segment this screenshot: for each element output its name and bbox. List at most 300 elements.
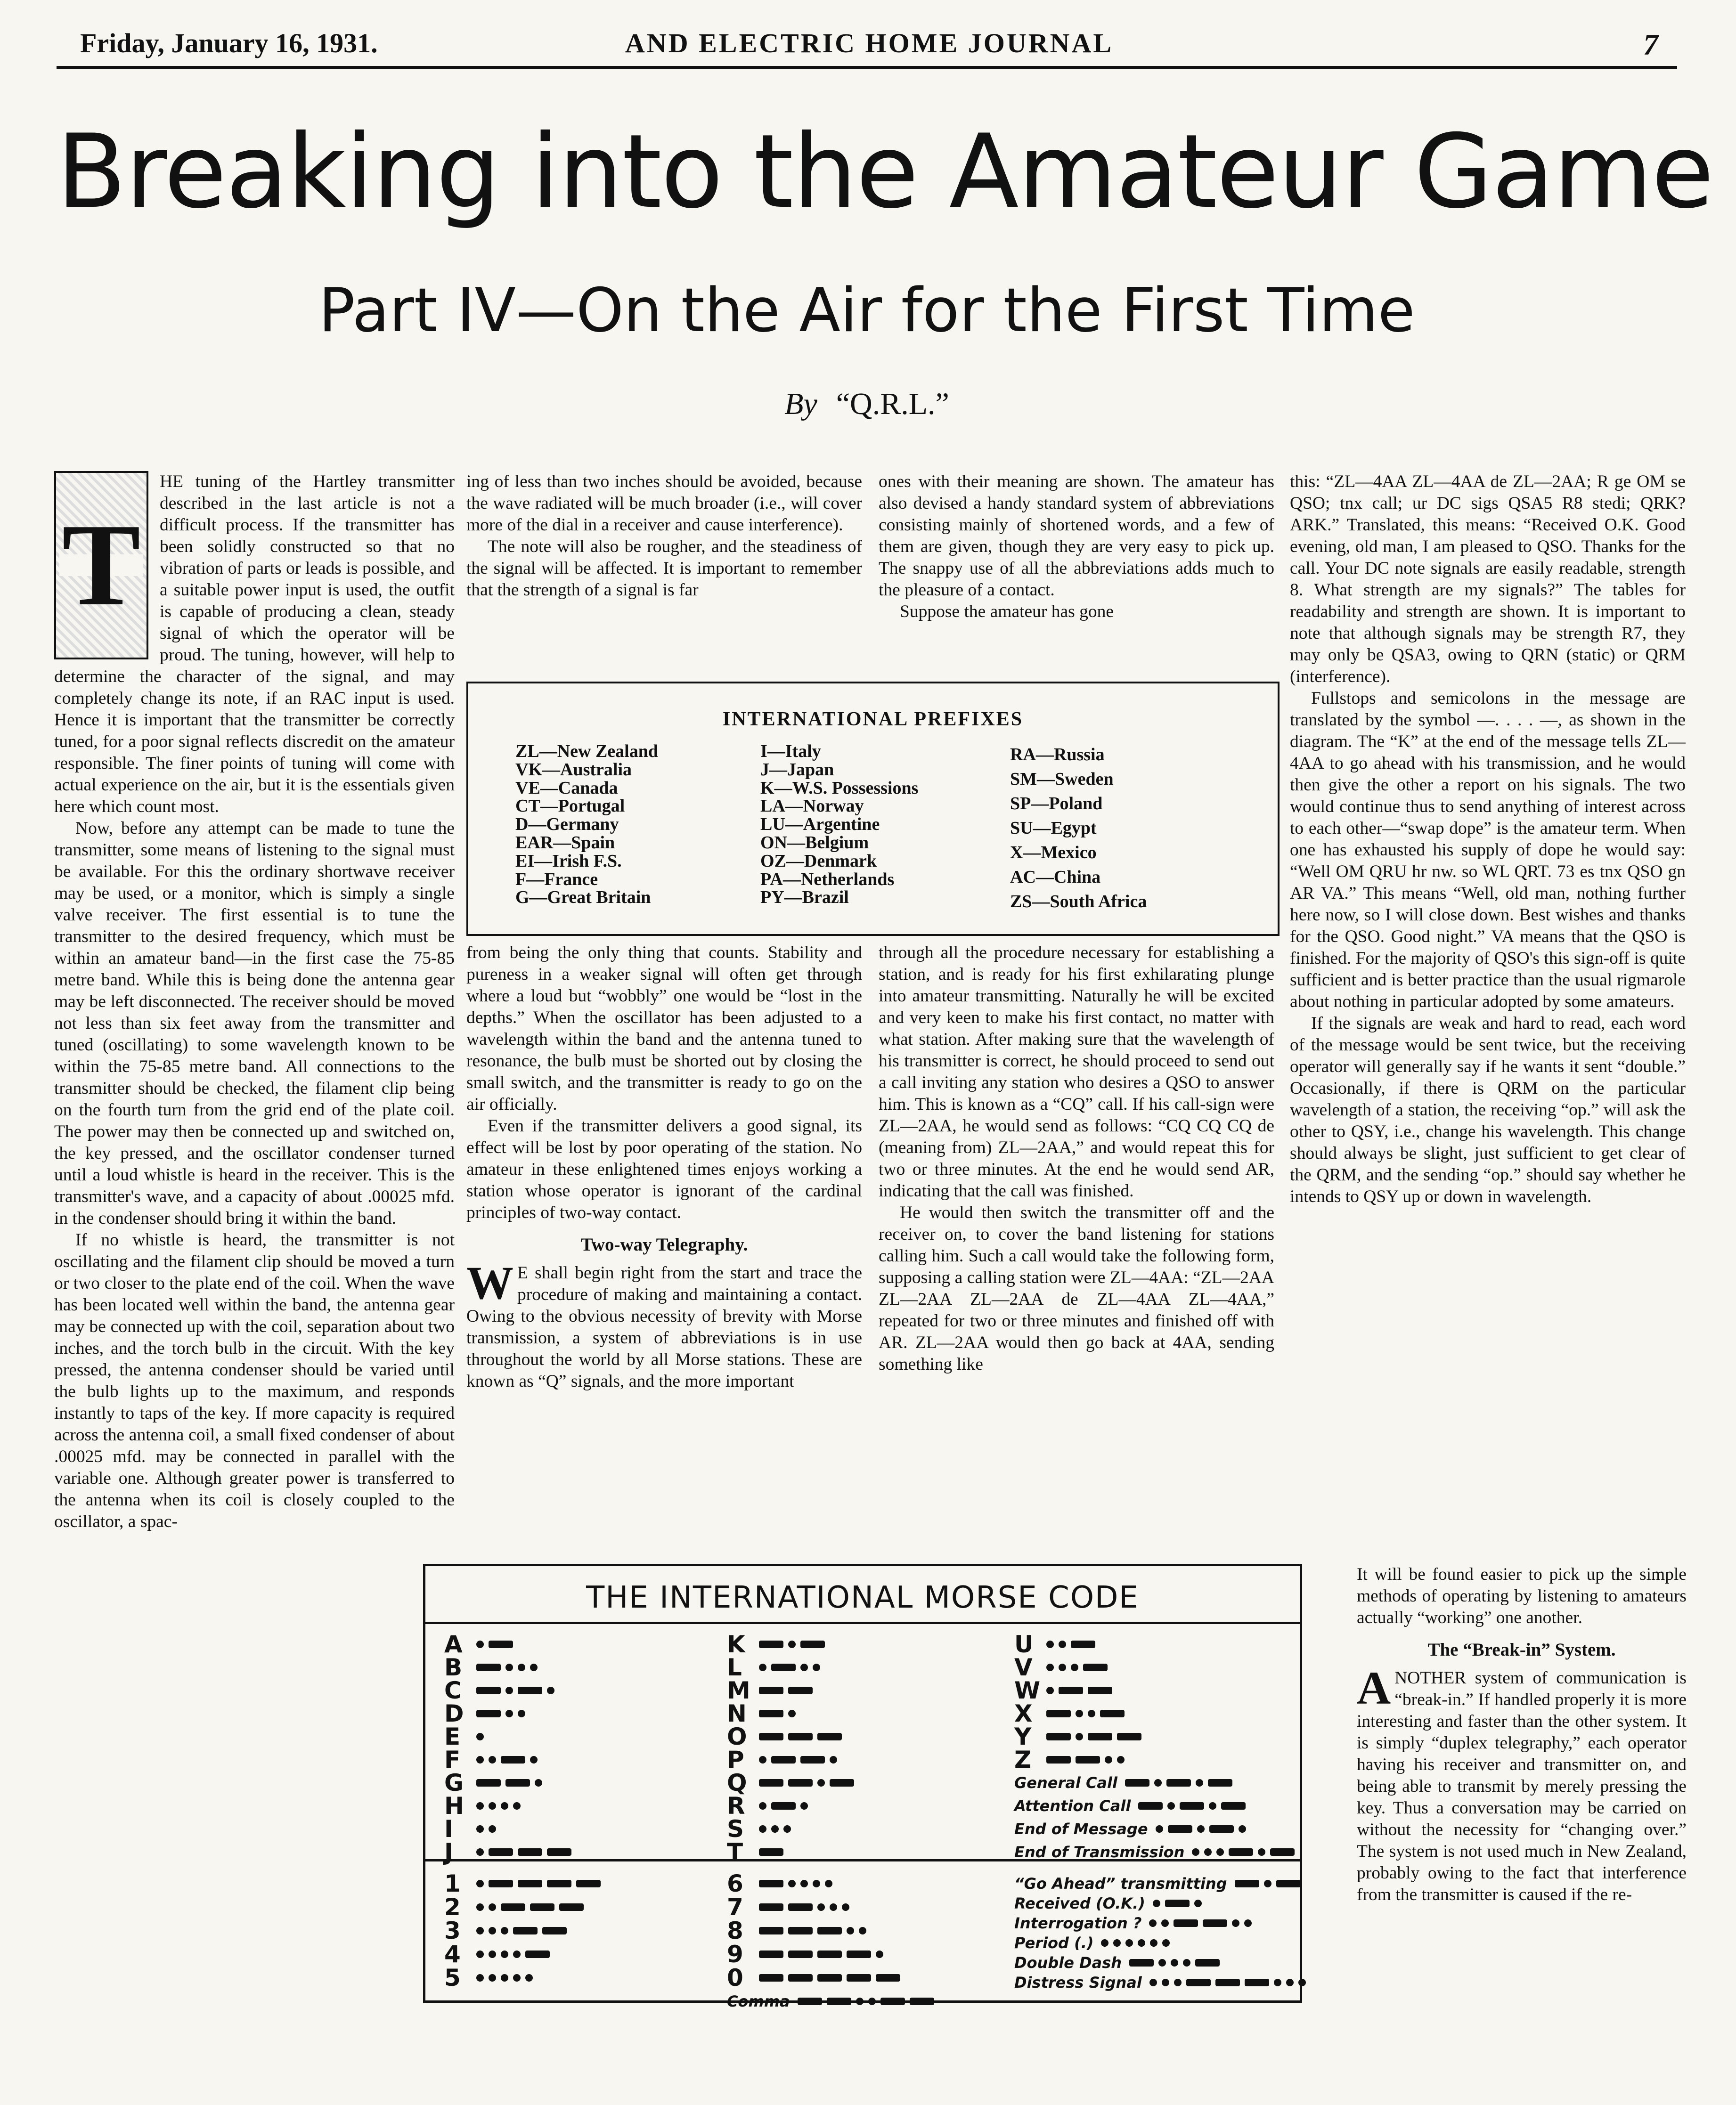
morse-dash	[880, 1998, 905, 2005]
col4-para-1: this: “ZL—4AA ZL—4AA de ZL—2AA; R ge OM se QSO; tnx call; ur DC sigs QSA5 R8 stedi; QRK? ARK.” Translated, this means: “Received O.K. Good evening, old man, I am pleased to QSO. Thanks for the call. Your DC note signals are easily readable, strength 8. What strength are my signals?” The tables for readability and strength are shown. It is important to note that although signals may be strength R7, they may only be QSA3, owing to QRN (static) or QRM (interference).	[1290, 472, 1686, 686]
prefixes-title: INTERNATIONAL PREFIXES	[722, 708, 1024, 730]
morse-dot	[817, 1779, 825, 1787]
morse-dash	[1276, 1880, 1301, 1887]
morse-code-marks	[1101, 1939, 1170, 1947]
morse-dash	[476, 1664, 501, 1671]
morse-dot	[1156, 1825, 1163, 1833]
morse-row	[444, 1655, 538, 1680]
morse-code-marks	[1149, 1919, 1252, 1927]
prefix-entry: D—Germany	[515, 814, 619, 835]
morse-dot	[783, 1825, 791, 1833]
morse-dash	[771, 1802, 796, 1810]
morse-dot	[1209, 1802, 1216, 1810]
morse-dot	[1258, 1848, 1265, 1856]
morse-dash	[1088, 1733, 1112, 1740]
morse-dot	[1286, 1979, 1294, 1986]
morse-code-marks	[1138, 1802, 1246, 1810]
morse-dot	[513, 1802, 521, 1810]
col4-para-5: ANOTHER system of communication is “break-in.” If handled properly it is more interesting and faster than the other system. It is simply “duplex telegraphy,” each operator having his receiver and transmitter on, and being able to transmit by merely pressing the key. Thus a conversation may be carried on without the necessity for “changing over.” The system is not used much in New Zealand, probably owing to the fact that interference from the transmitter is caused if the re-	[1357, 1662, 1687, 1904]
morse-dot	[476, 1733, 484, 1740]
morse-code-marks	[476, 1779, 542, 1787]
morse-character: M	[727, 1677, 750, 1704]
morse-dot	[859, 1927, 866, 1934]
morse-character: Q	[727, 1769, 747, 1796]
morse-signal-label: Comma	[727, 1992, 790, 2010]
morse-row	[1014, 1794, 1246, 1818]
morse-dot	[518, 1664, 525, 1671]
morse-character: 7	[727, 1894, 743, 1921]
col3-para-1: ones with their meaning are shown. The amateur has also devised a handy standard system of abbreviations consisting mainly of shortened words, and a few of them are given, though they are very easy to pick up. The snappy use of all the abbreviations adds much to the pleasure of a contact.	[879, 472, 1274, 600]
prefix-entry: AC—China	[1010, 867, 1101, 887]
morse-row	[1014, 1701, 1125, 1726]
column-4-bottom	[1357, 1564, 1687, 2035]
morse-row	[1014, 1632, 1095, 1657]
morse-dot	[1059, 1641, 1066, 1648]
morse-dot	[530, 1756, 538, 1764]
morse-code-chart	[423, 1564, 1302, 2010]
morse-dot	[505, 1710, 513, 1717]
morse-dash	[759, 1927, 783, 1934]
morse-dot	[489, 1756, 496, 1764]
column-3-top	[879, 471, 1274, 674]
morse-character: Y	[1014, 1723, 1032, 1750]
prefix-entry: RA—Russia	[1010, 745, 1105, 764]
morse-dot	[1154, 1779, 1162, 1787]
prefix-entry: LU—Argentine	[760, 814, 880, 835]
morse-dash	[759, 1733, 783, 1740]
morse-code-marks	[1192, 1848, 1295, 1856]
morse-code-marks	[1046, 1733, 1141, 1740]
morse-row	[444, 1747, 538, 1772]
morse-character: G	[444, 1769, 464, 1796]
morse-dash	[847, 1951, 871, 1958]
morse-dash	[847, 1974, 871, 1982]
morse-dash	[501, 1756, 525, 1764]
morse-dot	[530, 1664, 538, 1671]
morse-dot	[1192, 1848, 1199, 1856]
morse-dash	[827, 1998, 851, 2005]
morse-row	[727, 1966, 900, 1990]
morse-dash	[1165, 1900, 1190, 1907]
morse-row	[444, 1895, 584, 1919]
morse-dot	[1046, 1664, 1054, 1671]
morse-code-marks	[759, 1641, 825, 1648]
international-prefixes-box	[466, 682, 1280, 936]
morse-dot	[800, 1880, 808, 1887]
morse-row	[1014, 1724, 1141, 1749]
morse-dash	[1166, 1779, 1191, 1787]
morse-code-marks	[476, 1951, 550, 1958]
morse-dot	[476, 1825, 484, 1833]
morse-row	[1014, 1817, 1246, 1841]
morse-dash	[788, 1927, 813, 1934]
morse-dot	[759, 1825, 766, 1833]
prefix-column-b	[760, 742, 918, 907]
morse-code-marks	[1046, 1710, 1125, 1717]
morse-row	[1014, 1970, 1306, 1995]
morse-dot	[1171, 1959, 1178, 1967]
morse-dash	[505, 1779, 530, 1787]
morse-row	[727, 1747, 837, 1772]
morse-dash	[759, 1848, 783, 1856]
morse-dot	[1232, 1919, 1239, 1927]
morse-row	[727, 1678, 813, 1703]
morse-code-marks	[1153, 1900, 1202, 1907]
morse-row	[1014, 1771, 1232, 1795]
morse-dot	[518, 1710, 525, 1717]
morse-dash	[1046, 1756, 1071, 1764]
morse-row	[444, 1724, 484, 1749]
morse-dash	[489, 1641, 513, 1648]
col3-para-4: He would then switch the transmitter off and the receiver on, to cover the band listening for stations calling him. Such a call would take the following form, supposing a calling station were ZL—4AA: “ZL—2AA ZL—2AA ZL—2AA de ZL—4AA ZL—4AA,” repeated for two or three minutes and finished off with AR. ZL—2AA would then go back at 4AA, sending something like	[879, 1203, 1274, 1374]
morse-row	[727, 1771, 854, 1795]
morse-dash	[1180, 1802, 1204, 1810]
morse-code-marks	[476, 1927, 567, 1934]
prefix-entry: I—Italy	[760, 741, 821, 761]
morse-code-marks	[476, 1880, 601, 1887]
morse-dash	[559, 1903, 584, 1911]
morse-dash	[501, 1903, 525, 1911]
prefix-entry: LA—Norway	[760, 796, 864, 816]
morse-character: J	[444, 1838, 453, 1866]
morse-code-marks	[1156, 1825, 1246, 1833]
morse-code-marks	[1149, 1979, 1306, 1986]
morse-code-marks	[476, 1641, 513, 1648]
morse-dash	[476, 1779, 501, 1787]
morse-code-marks	[476, 1664, 538, 1671]
morse-dash	[1100, 1710, 1125, 1717]
col2-para-5: W E shall begin right from the start and trace the procedure of making and maintaining a contact. Owing to the obvious necessity of brevity with Morse transmission, a system of abbreviations is in use throughout the world by all Morse stations. These are known as “Q” signals, and the more important	[466, 1257, 862, 1391]
morse-character: K	[727, 1631, 745, 1658]
prefix-entry: PA—Netherlands	[760, 869, 895, 889]
morse-row	[444, 1817, 496, 1841]
morse-dash	[830, 1779, 854, 1787]
morse-row	[727, 1701, 796, 1726]
morse-dot	[1161, 1919, 1169, 1927]
byline-author: “Q.R.L.”	[836, 387, 949, 421]
morse-signal-label: Interrogation ?	[1014, 1914, 1142, 1932]
morse-character: 2	[444, 1894, 461, 1921]
morse-character: T	[727, 1838, 743, 1866]
morse-code-marks	[759, 1664, 820, 1671]
prefix-entry: ZS—South Africa	[1010, 892, 1147, 911]
morse-character: 5	[444, 1964, 461, 1991]
morse-dash	[910, 1998, 934, 2005]
col2-para-3: from being the only thing that counts. Stability and pureness in a weaker signal will often get through where a loud but “wobbly” one would be “lost in the depths.” When the oscillator has been adjusted to a wavelength within the band and the antenna tuned to resonance, the bulb must be shorted out by closing the small switch, and the transmitter is ready to go on the air officially.	[466, 943, 862, 1114]
morse-character: D	[444, 1700, 464, 1727]
morse-dot	[476, 1974, 484, 1982]
prefix-entry: CT—Portugal	[515, 796, 625, 816]
morse-code-marks	[759, 1779, 854, 1787]
morse-dash	[1071, 1641, 1095, 1648]
morse-code-marks	[759, 1710, 796, 1717]
morse-code-marks	[759, 1903, 849, 1911]
morse-signal-label: “Go Ahead” transmitting	[1014, 1875, 1227, 1893]
morse-dash	[798, 1998, 822, 2005]
morse-dash	[788, 1687, 813, 1694]
column-1	[54, 471, 455, 2030]
column-3-bottom	[879, 942, 1274, 1559]
morse-dash	[771, 1664, 796, 1671]
morse-signal-label: Double Dash	[1014, 1954, 1122, 1972]
morse-code-marks	[1046, 1687, 1112, 1694]
morse-dot	[476, 1880, 484, 1887]
prefix-entry: X—Mexico	[1010, 843, 1097, 862]
col1-para-2: Now, before any attempt can be made to tune the transmitter, some means of listening to the signal must be available. For this the ordinary shortwave receiver may be used, or a monitor, which is simply a single valve receiver. The first essential is to tune the transmitter to the desired frequency, which must be within an amateur band—in the first case the 75-85 metre band. While this is being done the antenna gear may be left disconnected. The receiver should be moved not less than six feet away from the transmitter and tuned (oscillating) to some wavelength known to be within the 75-85 metre band. All connections to the transmitter should be checked, the filament clip being on the fourth turn from the grid end of the plate coil. The power may then be connected up and switched on, the key pressed, and the oscillator condenser turned until a loud whistle is heard in the receiver. This is the transmitter's wave, and a capacity of about .00025 mfd. in the condenser should bring it within the band.	[54, 819, 455, 1228]
morse-dot	[1076, 1710, 1083, 1717]
morse-row	[444, 1871, 601, 1896]
page-header	[80, 27, 1658, 60]
morse-row	[727, 1724, 842, 1749]
morse-dot	[759, 1756, 766, 1764]
morse-row	[1014, 1840, 1295, 1864]
morse-dot	[1149, 1919, 1157, 1927]
morse-character: W	[1014, 1677, 1041, 1704]
morse-dot	[1125, 1939, 1133, 1947]
morse-dot	[501, 1927, 508, 1934]
morse-dash	[817, 1927, 842, 1934]
prefix-entry: F—France	[515, 869, 598, 889]
morse-dash	[1138, 1802, 1163, 1810]
morse-character: F	[444, 1746, 461, 1773]
morse-character: I	[444, 1815, 453, 1843]
morse-character: N	[727, 1700, 747, 1727]
morse-character: 4	[444, 1941, 461, 1968]
col1-para-3: If no whistle is heard, the transmitter is not oscillating and the filament clip should be moved a turn or two closer to the plate end of the coil. When the wave has been located well within the band, the antenna gear may be connected up with the coil, separation about two inches, and the torch bulb in the circuit. With the key pressed, the antenna condenser should be varied until the bulb lights up to the maximum, and responds instantly to taps of the key. If more capacity is required across the antenna coil, a small fixed condenser of about .00025 mfd. may be connected in parallel with the variable one. Although greater power is transferred to the antenna when its coil is closely coupled to the oscillator, a spac-	[54, 1230, 455, 1531]
morse-dot	[1298, 1979, 1306, 1986]
prefix-entry: ON—Belgium	[760, 832, 869, 853]
morse-dot	[759, 1802, 766, 1810]
morse-character: 0	[727, 1964, 743, 1991]
morse-code-marks	[476, 1825, 496, 1833]
morse-code-marks	[1235, 1880, 1301, 1887]
morse-dash	[1129, 1959, 1154, 1967]
morse-dash	[518, 1687, 542, 1694]
morse-dot	[788, 1880, 796, 1887]
morse-dot	[476, 1756, 484, 1764]
morse-code-marks	[1046, 1756, 1125, 1764]
col1-para-1: HE tuning of the Hartley transmitter described in the last article is not a difficult process. If the transmitter has been solidly constructed so that no vibration of parts or leads is possible, and a suitable power input is used, the outfit is capable of producing a clean, steady signal of which the operator will be proud. The tuning, however, will help to determine the character of the signal, and may completely change its note, if an RAC input is used. Hence it is important that the transmitter be correctly tuned, for a poor signal reflects discredit on the amateur responsible. The finer points of tuning will come with actual experience on the air, but it is the essentials given here which count most.	[54, 472, 455, 816]
morse-dot	[813, 1880, 820, 1887]
byline	[57, 386, 1677, 422]
morse-dot	[525, 1974, 533, 1982]
prefix-column-c	[1010, 742, 1147, 914]
column-4-top	[1290, 471, 1686, 1554]
morse-dot	[800, 1802, 808, 1810]
morse-dot	[476, 1848, 484, 1856]
morse-dot	[1167, 1802, 1175, 1810]
morse-signal-label: General Call	[1014, 1774, 1117, 1792]
morse-code-marks	[476, 1974, 533, 1982]
morse-character: U	[1014, 1631, 1034, 1658]
morse-character: C	[444, 1677, 462, 1704]
morse-dash	[476, 1710, 501, 1717]
morse-character: R	[727, 1792, 745, 1820]
morse-dot	[1239, 1825, 1246, 1833]
morse-dot	[501, 1951, 508, 1958]
morse-dash	[525, 1951, 550, 1958]
morse-dash	[1245, 1979, 1269, 1986]
morse-dash	[513, 1927, 538, 1934]
morse-dash	[1209, 1825, 1234, 1833]
morse-dot	[825, 1880, 832, 1887]
morse-row	[727, 1632, 825, 1657]
morse-code-marks	[759, 1687, 813, 1694]
morse-row	[727, 1918, 866, 1943]
morse-dash	[1125, 1779, 1149, 1787]
morse-dash	[542, 1927, 567, 1934]
morse-dash	[759, 1687, 783, 1694]
morse-character: L	[727, 1654, 742, 1681]
morse-dash	[800, 1756, 825, 1764]
morse-dot	[788, 1641, 796, 1648]
morse-dot	[842, 1903, 849, 1911]
morse-code-marks	[798, 1998, 934, 2005]
morse-code-marks	[476, 1903, 584, 1911]
morse-dot	[817, 1903, 825, 1911]
morse-row	[727, 1794, 808, 1818]
header-date: Friday, January 16, 1931.	[80, 28, 378, 58]
column-2-bottom	[466, 942, 862, 1559]
morse-code-marks	[1046, 1641, 1095, 1648]
morse-dash	[788, 1903, 813, 1911]
morse-character: 8	[727, 1917, 743, 1944]
morse-character: A	[444, 1631, 463, 1658]
col2-para-1: ing of less than two inches should be avoided, because the wave radiated will be much broader (i.e., will cover more of the dial in a receiver and cause interference).	[466, 472, 862, 535]
morse-code-marks	[759, 1756, 837, 1764]
morse-dot	[476, 1927, 484, 1934]
morse-dash	[1168, 1825, 1192, 1833]
prefix-entry: K—W.S. Possessions	[760, 778, 919, 798]
morse-dash	[759, 1974, 783, 1982]
morse-dot	[489, 1802, 496, 1810]
prefix-entry: VE—Canada	[515, 778, 618, 798]
morse-character: 3	[444, 1917, 461, 1944]
morse-dot	[1149, 1979, 1157, 1986]
morse-dash	[1076, 1756, 1100, 1764]
morse-row	[444, 1678, 554, 1703]
morse-dot	[513, 1974, 521, 1982]
morse-dash	[530, 1903, 554, 1911]
morse-signal-label: Received (O.K.)	[1014, 1894, 1145, 1912]
morse-dot	[1162, 1979, 1169, 1986]
morse-signal-label: End of Transmission	[1014, 1843, 1185, 1861]
morse-dot	[1046, 1641, 1054, 1648]
prefix-entry: G—Great Britain	[515, 887, 651, 908]
morse-dash	[876, 1974, 900, 1982]
morse-dash	[547, 1848, 571, 1856]
morse-dot	[847, 1927, 854, 1934]
prefix-entry: SP—Poland	[1010, 794, 1103, 813]
morse-character: X	[1014, 1700, 1033, 1727]
morse-row	[444, 1771, 542, 1795]
morse-character: V	[1014, 1654, 1033, 1681]
morse-dash	[576, 1880, 601, 1887]
morse-signal-label: End of Message	[1014, 1820, 1148, 1838]
morse-dot	[1162, 1939, 1170, 1947]
morse-signal-label: Period (.)	[1014, 1934, 1094, 1952]
morse-character: 6	[727, 1870, 743, 1897]
morse-dash	[759, 1779, 783, 1787]
morse-dash	[1270, 1848, 1295, 1856]
morse-dot	[868, 1998, 876, 2005]
morse-dot	[547, 1687, 554, 1694]
morse-row	[727, 1942, 883, 1967]
morse-dot	[813, 1664, 820, 1671]
prefix-entry: PY—Brazil	[760, 887, 849, 908]
morse-code-marks	[476, 1848, 571, 1856]
morse-code-marks	[1125, 1779, 1232, 1787]
morse-dash	[1208, 1779, 1232, 1787]
morse-dot	[505, 1687, 513, 1694]
prefix-entry: SM—Sweden	[1010, 769, 1114, 789]
col2-para-4: Even if the transmitter delivers a good signal, its effect will be lost by poor operating of the station. No amateur in these enlightened times enjoys working a station whose operator is ignorant of the cardinal principles of two-way contact.	[466, 1116, 862, 1222]
morse-title-rule	[425, 1622, 1300, 1624]
morse-dot	[489, 1825, 496, 1833]
morse-dot	[1274, 1979, 1281, 1986]
morse-dot	[501, 1802, 508, 1810]
morse-row	[727, 1989, 934, 2014]
morse-dot	[1183, 1959, 1190, 1967]
morse-dash	[1203, 1919, 1227, 1927]
morse-signal-label: Distress Signal	[1014, 1974, 1142, 1991]
morse-dot	[830, 1756, 837, 1764]
morse-code-marks	[759, 1825, 791, 1833]
morse-title: THE INTERNATIONAL MORSE CODE	[586, 1580, 1139, 1615]
col4-para-3: If the signals are weak and hard to read, each word of the message would be sent twice, but the receiving operator will generally say if he wants it sent “double.” Occasionally, if there is QRM on the particular wavelength of a station, the receiving “op.” will ask the other to QSY, i.e., change his wavelength. This change should always be slight, just sufficient to get clear of the QRM, and the sending “op.” should say whether he intends to QSY up or down in wavelength.	[1290, 1014, 1686, 1206]
morse-dash	[759, 1951, 783, 1958]
morse-row	[727, 1817, 791, 1841]
morse-dot	[1101, 1939, 1108, 1947]
morse-row	[1014, 1655, 1108, 1680]
morse-code-marks	[759, 1951, 883, 1958]
col4-para-2: Fullstops and semicolons in the message are translated by the symbol —. . . . —, as shown in the diagram. The “K” at the end of the message tells ZL—4AA to go ahead with his transmission, and he would then give the other a report on his signals. The two would continue thus to send anything of interest across to each other—“swap dope” is the amateur term. When one has exhausted his supply of dope he would say: “Well OM QRU hr nw. so WL QRT. 73 es tnx QSO gn AR VA.” This means “Well, old man, nothing further here now, so I will close down. Best wishes and thanks for the QSO. Good night.” VA means that the QSO is finished. For the majority of QSO's this sign-off is quite sufficient and is better practice than the usual rigmarole about nothing in particular adopted by some amateurs.	[1290, 689, 1686, 1011]
col3-para-3: through all the procedure necessary for establishing a station, and is ready for his first exhilarating plunge into amateur transmitting. Naturally he will be excited and very keen to make his first contact, no matter with what station. After making sure that the wavelength of his transmitter is correct, he should proceed to send out a call inviting any station who desires a QSO to answer him. This is known as a “CQ” call. If his call-sign were ZL—2AA, he would send as follows: “CQ CQ CQ de (meaning from) ZL—2AA,” and would repeat this for two or three minutes. At the end he would send AR, indicating that the call was finished.	[879, 943, 1274, 1201]
article-subtitle: Part IV—On the Air for the First Time	[318, 276, 1415, 346]
morse-dot	[876, 1951, 883, 1958]
morse-code-marks	[476, 1710, 525, 1717]
morse-character: H	[444, 1792, 464, 1820]
morse-code-marks	[759, 1848, 783, 1856]
morse-row	[727, 1895, 849, 1919]
morse-dot	[1113, 1939, 1121, 1947]
morse-dash	[489, 1848, 513, 1856]
morse-dash	[1117, 1733, 1141, 1740]
morse-dash	[547, 1880, 571, 1887]
morse-code-marks	[759, 1802, 808, 1810]
morse-dash	[1083, 1664, 1108, 1671]
morse-dot	[1197, 1825, 1205, 1833]
morse-row	[727, 1871, 832, 1896]
morse-dash	[788, 1951, 813, 1958]
morse-code-marks	[759, 1880, 832, 1887]
col3-para-2: Suppose the amateur has gone	[900, 602, 1114, 621]
morse-dot	[476, 1951, 484, 1958]
morse-row	[727, 1655, 820, 1680]
morse-dash	[817, 1951, 842, 1958]
prefix-entry: EI—Irish F.S.	[515, 851, 622, 871]
prefix-entry: OZ—Denmark	[760, 851, 877, 871]
morse-row	[444, 1942, 550, 1967]
section-heading-two-way: Two-way Telegraphy.	[580, 1235, 748, 1255]
morse-dash	[1195, 1959, 1220, 1967]
morse-dash	[788, 1779, 813, 1787]
morse-dash	[800, 1641, 825, 1648]
morse-code-marks	[1129, 1959, 1220, 1967]
section-heading-break-in: The “Break-in” System.	[1427, 1640, 1616, 1660]
morse-dash	[1088, 1687, 1112, 1694]
morse-dash	[759, 1710, 783, 1717]
